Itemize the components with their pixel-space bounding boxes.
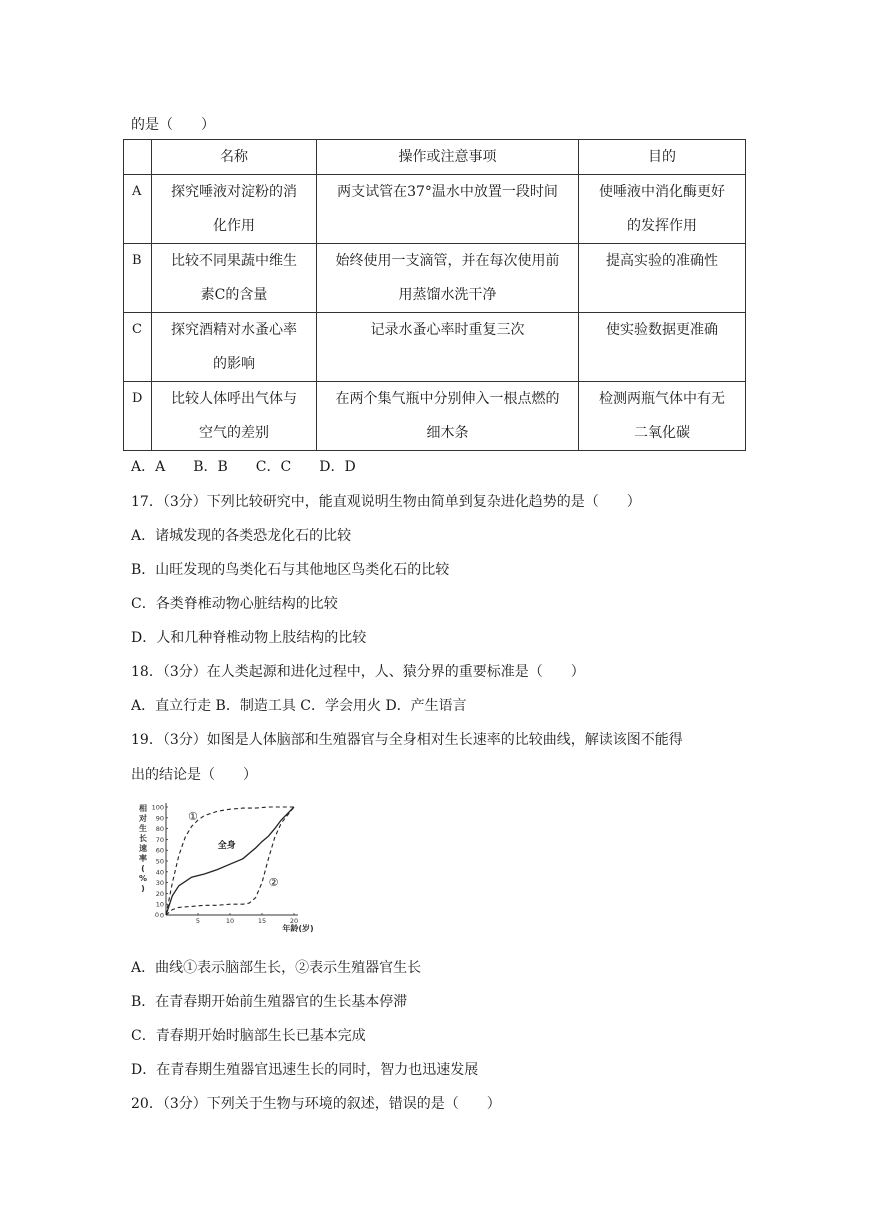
row-operation: 始终使用一支滴管，并在每次使用前 用蒸馏水洗干净 (317, 244, 579, 313)
series-line (166, 807, 294, 915)
row-purpose: 使实验数据更准确 (579, 313, 746, 382)
q16-options: A．A B．B C．C D．D (131, 459, 356, 475)
q19-option-d: D．在青春期生殖器官迅速生长的同时，智力也迅速发展 (131, 1062, 479, 1078)
y-tick-label: 20 (155, 889, 164, 898)
table-row (124, 313, 746, 382)
row-purpose: 提高实验的准确性 (579, 244, 746, 313)
row-letter: A (124, 175, 152, 244)
row-letter: C (124, 313, 152, 382)
row-purpose: 检测两瓶气体中有无 二氧化碳 (579, 382, 746, 451)
y-tick-label: 80 (155, 825, 164, 834)
q17-option-b: B．山旺发现的鸟类化石与其他地区鸟类化石的比较 (131, 562, 450, 578)
growth-rate-chart (135, 798, 315, 938)
q19-stem-line1: 19．（3分）如图是人体脑部和生殖器官与全身相对生长速率的比较曲线，解读该图不能得 (131, 732, 683, 748)
q17-option-a: A．诸城发现的各类恐龙化石的比较 (131, 528, 352, 544)
y-tick-label: 70 (155, 835, 164, 844)
q18-stem: 18．（3分）在人类起源和进化过程中，人、猿分界的重要标准是（ ） (131, 664, 585, 680)
q18-options: A．直立行走 B．制造工具 C．学会用火 D．产生语言 (131, 698, 467, 714)
header-cell-purpose: 目的 (579, 140, 746, 175)
q20-stem: 20．（3分）下列关于生物与环境的叙述，错误的是（ ） (131, 1096, 501, 1112)
q16-stem-tail: 的是（ ） (131, 117, 215, 133)
y-axis-label-char: 相 (139, 804, 147, 813)
y-tick-label: 50 (155, 857, 164, 866)
header-cell-operation: 操作或注意事项 (317, 140, 579, 175)
y-tick-label: 100 (151, 803, 164, 812)
row-name: 比较人体呼出气体与 空气的差别 (152, 382, 317, 451)
q17-stem: 17．（3分）下列比较研究中，能直观说明生物由简单到复杂进化趋势的是（ ） (131, 494, 641, 510)
x-tick-label: 0 (154, 911, 160, 919)
series-label: ① (187, 809, 198, 823)
y-axis-label-char: 生 (139, 824, 147, 833)
x-tick-label: 5 (195, 917, 201, 925)
row-name: 比较不同果蔬中维生 素C的含量 (152, 244, 317, 313)
y-tick-label: 30 (155, 879, 164, 888)
header-cell-name: 名称 (152, 140, 317, 175)
row-operation: 记录水蚤心率时重复三次 (317, 313, 579, 382)
row-name: 探究唾液对淀粉的消 化作用 (152, 175, 317, 244)
q19-option-a: A．曲线①表示脑部生长，②表示生殖器官生长 (131, 960, 422, 976)
x-tick-label: 15 (257, 917, 267, 925)
row-letter: D (124, 382, 152, 451)
x-axis-label: 年龄(岁) (282, 924, 314, 933)
x-tick-label: 10 (225, 917, 235, 925)
y-axis-label-char: 率 (139, 854, 147, 863)
q19-option-c: C．青春期开始时脑部生长已基本完成 (131, 1028, 366, 1044)
y-tick-label: 60 (155, 846, 164, 855)
y-tick-label: 40 (155, 868, 164, 877)
x-tick-label: 20 (289, 917, 299, 925)
series-label: 全身 (217, 841, 236, 852)
q16-table (123, 139, 746, 451)
table-row (124, 244, 746, 313)
y-tick-label: 10 (155, 900, 164, 909)
row-letter: B (124, 244, 152, 313)
y-axis-label-char: ( (141, 864, 145, 873)
header-cell-blank (124, 140, 152, 175)
q17-option-d: D．人和几种脊椎动物上肢结构的比较 (131, 630, 367, 646)
y-axis-label-char: % (138, 874, 148, 883)
table-header-row (124, 140, 746, 175)
y-axis-label-char: ) (141, 884, 145, 893)
table-row (124, 175, 746, 244)
y-tick-label: 90 (155, 814, 164, 823)
q19-option-b: B．在青春期开始前生殖器官的生长基本停滞 (131, 994, 408, 1010)
q19-stem-line2: 出的结论是（ ） (131, 767, 257, 783)
y-axis-label-char: 对 (139, 814, 147, 823)
y-tick-label: 0 (159, 911, 164, 920)
y-axis-label-char: 速 (139, 844, 147, 853)
row-operation: 两支试管在37°温水中放置一段时间 (317, 175, 579, 244)
row-purpose: 使唾液中消化酶更好 的发挥作用 (579, 175, 746, 244)
series-line (166, 807, 294, 915)
table-row (124, 382, 746, 451)
series-line (166, 807, 294, 915)
y-axis-label-char: 长 (139, 834, 147, 843)
row-operation: 在两个集气瓶中分别伸入一根点燃的 细木条 (317, 382, 579, 451)
row-name: 探究酒精对水蚤心率 的影响 (152, 313, 317, 382)
series-label: ② (268, 875, 279, 889)
q17-option-c: C．各类脊椎动物心脏结构的比较 (131, 596, 338, 612)
